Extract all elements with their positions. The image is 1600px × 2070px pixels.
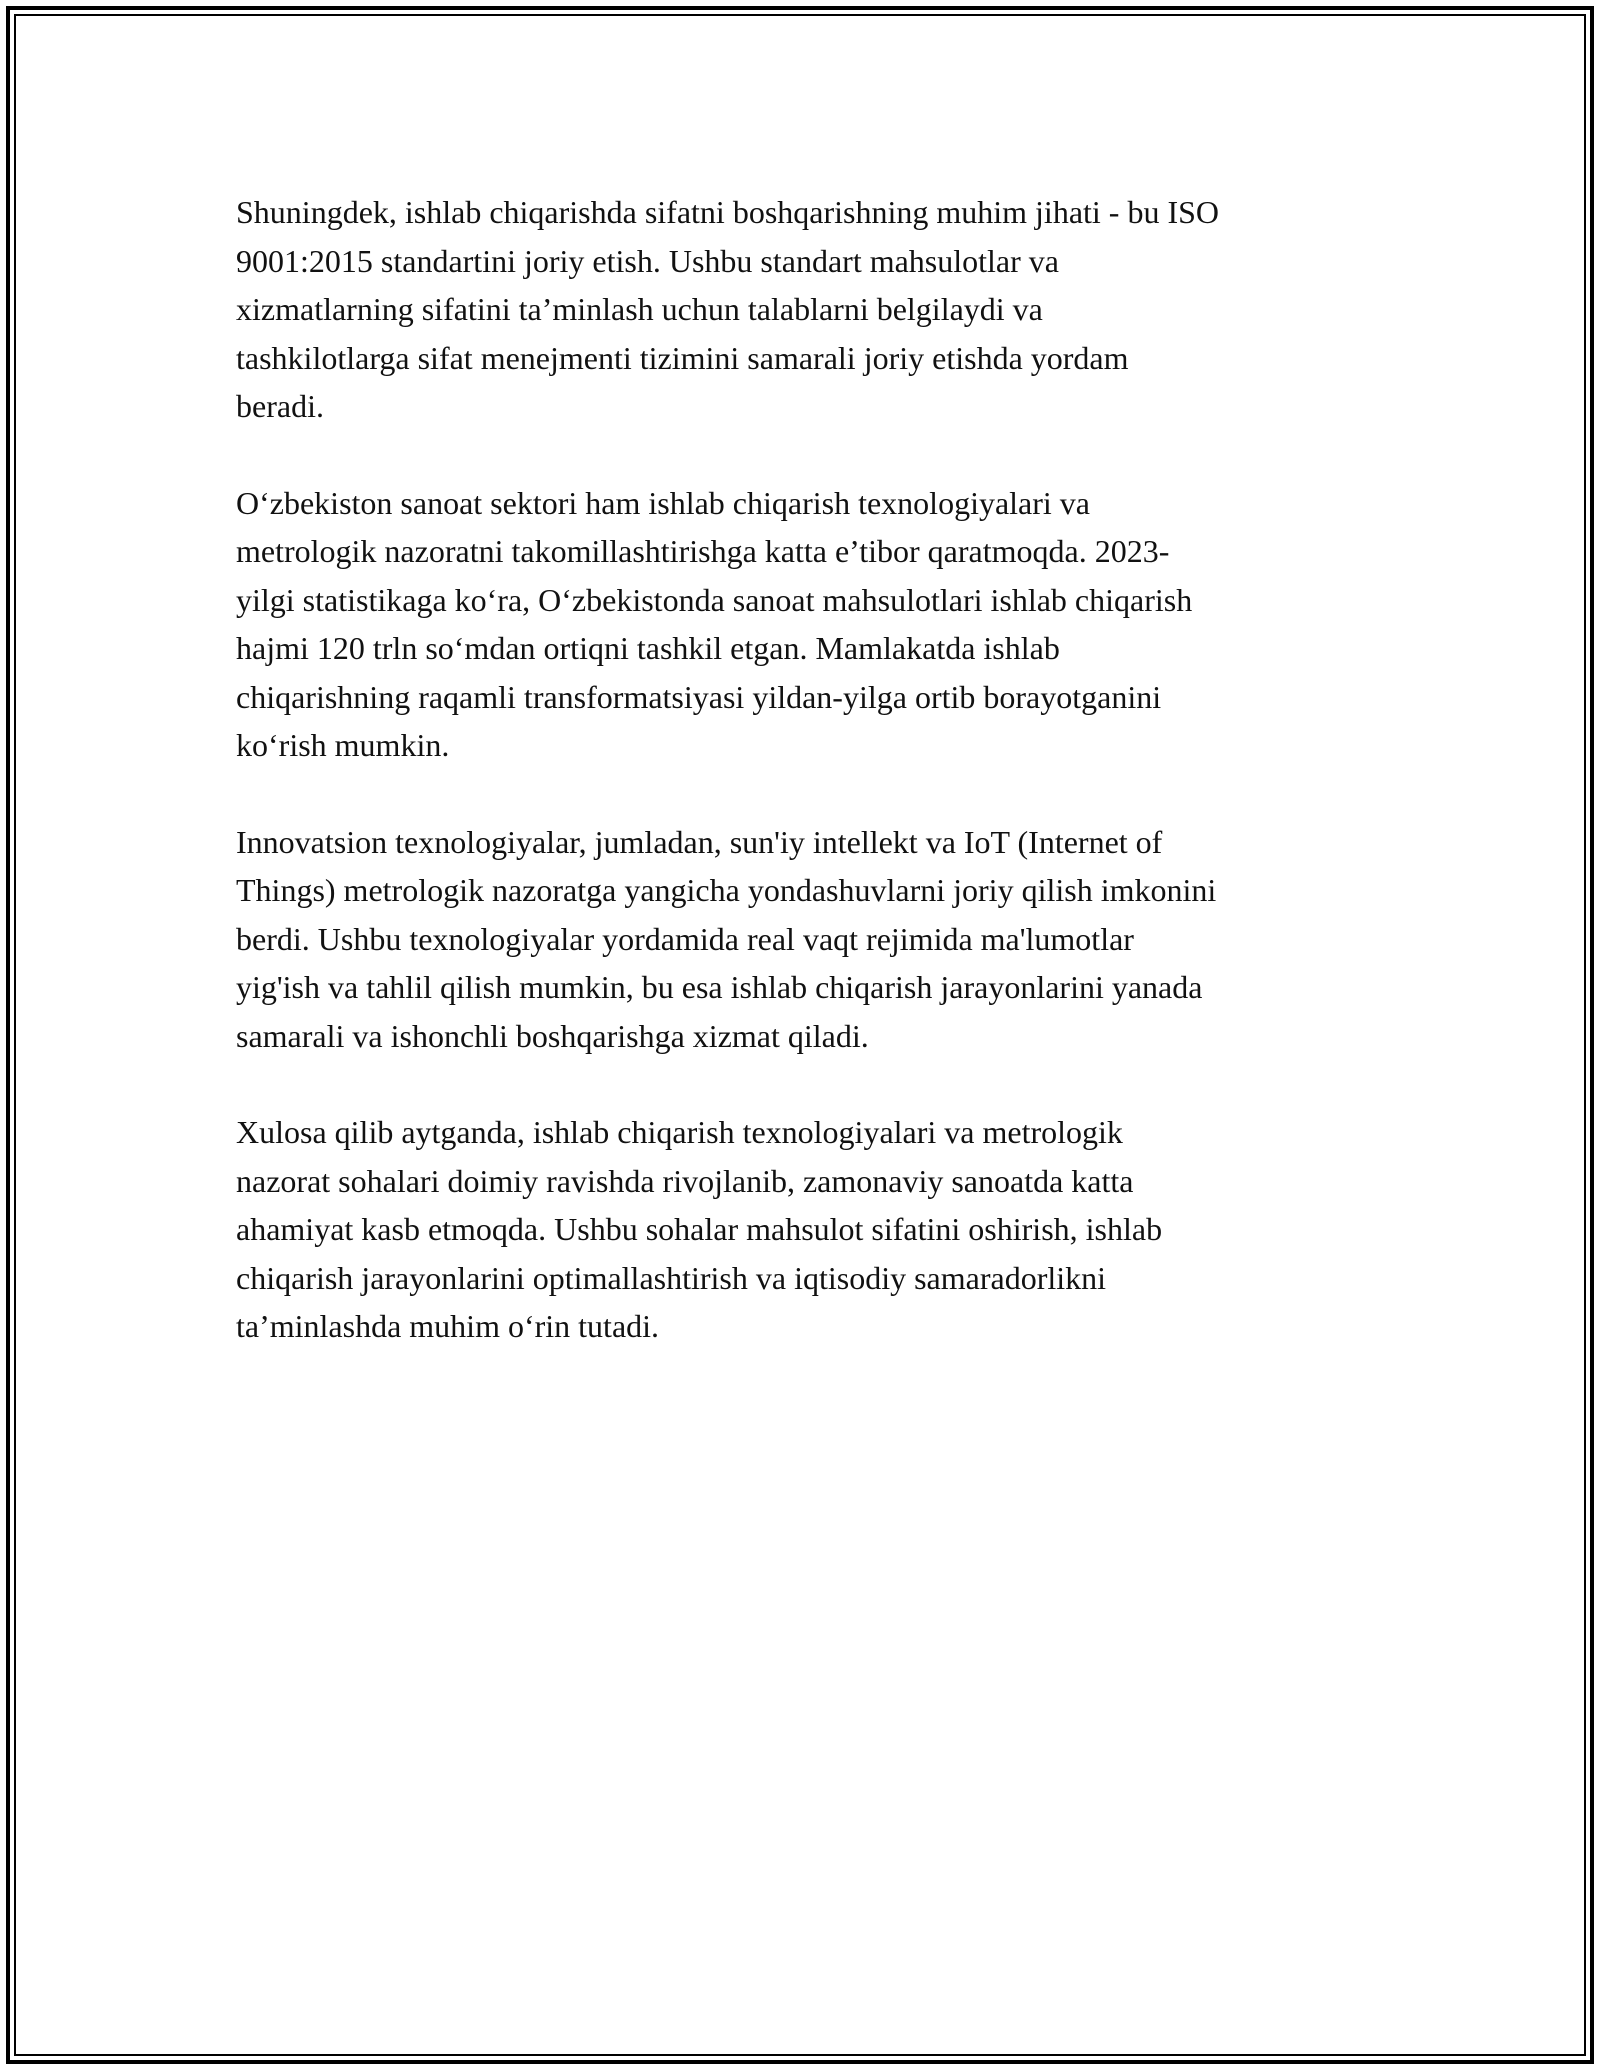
paragraph-iso-standard bbox=[236, 188, 1366, 431]
text-line: tashkilotlarga sifat menejmenti tizimini samarali joriy etishda yordam bbox=[236, 339, 1129, 376]
text-line: beradi. bbox=[236, 388, 324, 424]
text-line: 9001:2015 standartini joriy etish. Ushbu standart mahsulotlar va bbox=[236, 242, 1059, 279]
text-line: Things) metrologik nazoratga yangicha yondashuvlarni joriy qilish imkonini bbox=[236, 872, 1217, 908]
text-line: Shuningdek, ishlab chiqarishda sifatni boshqarishning muhim jihati - bu ISO bbox=[236, 194, 1220, 230]
text-line: xizmatlarning sifatini ta’minlash uchun talablarni belgilaydi va bbox=[236, 291, 1043, 327]
text-line: chiqarish jarayonlarini optimallashtirish va iqtisodiy samaradorlikni bbox=[236, 1259, 1107, 1296]
document-body bbox=[236, 188, 1366, 1351]
paragraph-innovation-technologies bbox=[236, 818, 1366, 1061]
text-line: ko‘rish mumkin. bbox=[236, 727, 450, 763]
text-line: yilgi statistikaga ko‘ra, O‘zbekistonda sanoat mahsulotlari ishlab chiqarish bbox=[236, 581, 1193, 618]
text-line: metrologik nazoratni takomillashtirishga katta e’tibor qaratmoqda. 2023- bbox=[236, 533, 1170, 569]
text-line: berdi. Ushbu texnologiyalar yordamida real vaqt rejimida ma'lumotlar bbox=[236, 920, 1134, 957]
text-line: yig'ish va tahlil qilish mumkin, bu esa ishlab chiqarish jarayonlarini yanada bbox=[236, 969, 1203, 1005]
paragraph-uzbekistan-industry bbox=[236, 479, 1366, 770]
text-line: chiqarishning raqamli transformatsiyasi yildan-yilga ortib borayotganini bbox=[236, 678, 1162, 715]
text-line: Innovatsion texnologiyalar, jumladan, sun'iy intellekt va IoT (Internet of bbox=[236, 823, 1163, 860]
text-line: samarali va ishonchli boshqarishga xizmat qiladi. bbox=[236, 1017, 869, 1054]
text-line: ahamiyat kasb etmoqda. Ushbu sohalar mahsulot sifatini oshirish, ishlab bbox=[236, 1211, 1163, 1247]
text-line: ta’minlashda muhim o‘rin tutadi. bbox=[236, 1308, 660, 1344]
text-line: Xulosa qilib aytganda, ishlab chiqarish texnologiyalari va metrologik bbox=[236, 1114, 1123, 1150]
text-line: nazorat sohalari doimiy ravishda rivojlanib, zamonaviy sanoatda katta bbox=[236, 1162, 1134, 1199]
text-line: hajmi 120 trln so‘mdan ortiqni tashkil etgan. Mamlakatda ishlab bbox=[236, 630, 1060, 666]
paragraph-conclusion bbox=[236, 1108, 1366, 1351]
text-line: O‘zbekiston sanoat sektori ham ishlab chiqarish texnologiyalari va bbox=[236, 484, 1090, 521]
